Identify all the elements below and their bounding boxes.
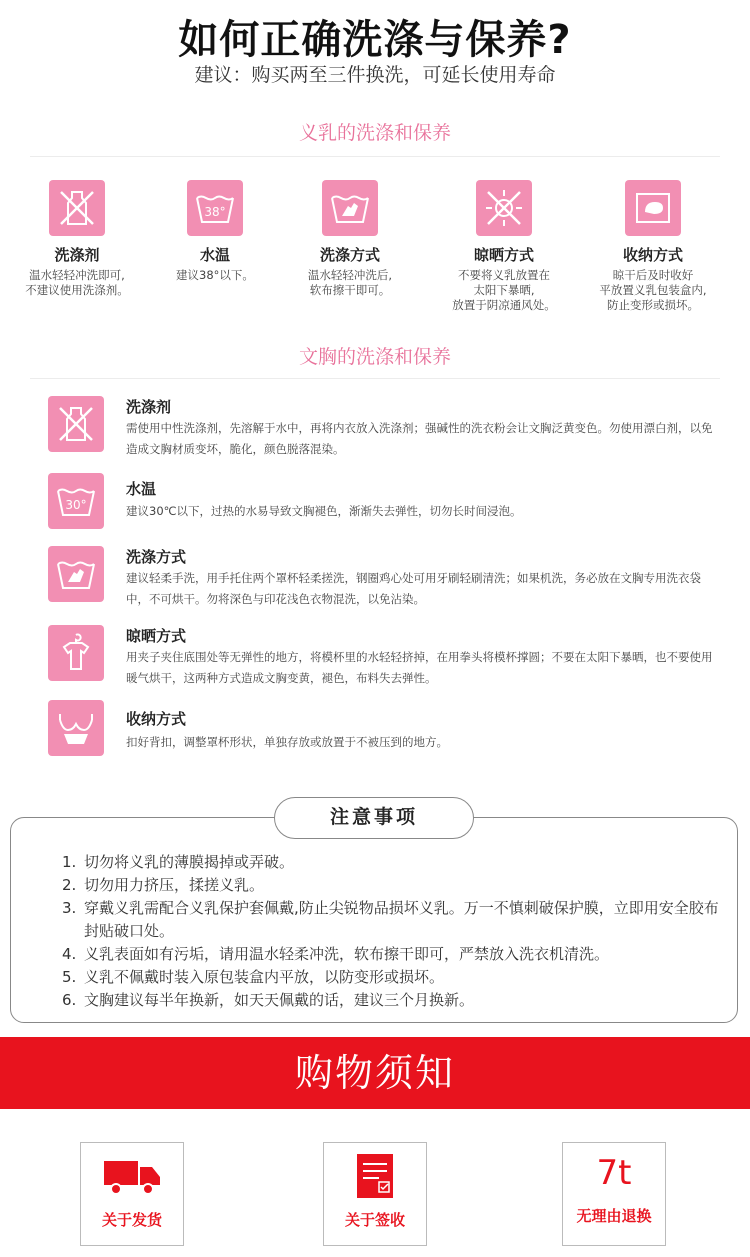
water-temp-38-icon: [187, 180, 243, 236]
item-desc: 温水轻轻冲洗后, 软布擦干即可。: [307, 268, 393, 297]
notice-num: 6.: [62, 991, 77, 1009]
notice-text: 义乳表面如有污垢，请用温水轻柔冲洗，软布擦干即可，严禁放入洗衣机清洗。: [84, 945, 610, 963]
row-name: 洗涤方式: [126, 548, 187, 566]
item-name: 晾晒方式: [473, 246, 534, 264]
notice-title: 注意事项: [274, 797, 474, 839]
prosthesis-item-wash-method: [275, 180, 425, 298]
row-name: 水温: [126, 480, 157, 498]
notice-item: [62, 966, 722, 989]
card-label: 关于签收: [344, 1211, 405, 1229]
item-desc: 晾干后及时收好 平放置义乳包装盒内, 防止变形或损坏。: [599, 268, 707, 312]
prosthesis-section-title: 义乳的洗涤和保养: [298, 122, 451, 144]
seven-day-return-icon: 7t: [596, 1153, 632, 1193]
section-divider: [30, 156, 720, 157]
notice-list: [62, 851, 722, 1012]
row-desc: 扣好背扣，调整罩杯形状，单独存放或放置于不被压到的地方。: [126, 735, 448, 749]
row-name: 洗涤剂: [126, 398, 172, 416]
notice-text: 穿戴义乳需配合义乳保护套佩戴,防止尖锐物品损坏义乳。万一不慎刺破保护膜，立即用安全胶布封贴破口处。: [84, 899, 719, 940]
temp-label: 30°: [65, 498, 87, 512]
section-divider: [30, 378, 720, 379]
notice-num: 1.: [62, 853, 77, 871]
water-temp-30-icon: [48, 473, 104, 529]
no-bleach-icon: [48, 396, 104, 452]
delivery-truck-icon: [81, 1143, 183, 1207]
notice-text: 文胸建议每半年换新，如天天佩戴的话，建议三个月换新。: [84, 991, 475, 1009]
hand-wash-icon: [48, 546, 104, 602]
item-name: 洗涤剂: [54, 246, 100, 264]
signed-document-icon: [324, 1143, 426, 1207]
item-desc: 温水轻轻冲洗即可, 不建议使用洗涤剂。: [25, 268, 129, 297]
notice-num: 2.: [62, 876, 77, 894]
prosthesis-item-detergent: [2, 180, 152, 298]
row-desc: 建议轻柔手洗，用手托住两个罩杯轻柔搓洗，钢圈鸡心处可用牙刷轻刷清洗；如果机洗，务必放在文胸专用洗衣袋中，不可烘干。勿将深色与印花浅色衣物混洗，以免沾染。: [126, 571, 701, 606]
notice-text: 切勿将义乳的薄膜揭掉或弄破。: [84, 853, 295, 871]
no-sun-icon: [476, 180, 532, 236]
notice-num: 5.: [62, 968, 77, 986]
notice-item: [62, 874, 722, 897]
notice-text: 切勿用力挤压，揉搓义乳。: [84, 876, 265, 894]
notice-num: 4.: [62, 945, 77, 963]
page-subtitle: 建议：购买两至三件换洗，可延长使用寿命: [194, 64, 556, 86]
hand-wash-icon: [322, 180, 378, 236]
row-name: 晾晒方式: [126, 627, 187, 645]
item-name: 水温: [199, 246, 230, 264]
prosthesis-item-water-temp: [140, 180, 290, 283]
row-desc: 需使用中性洗涤剂，先溶解于水中，再将内衣放入洗涤剂；强碱性的洗衣粉会让文胸泛黄变色。勿使用漂白剂，以免造成文胸材质变坏，脆化，颜色脱落混染。: [126, 421, 713, 456]
bra-section-title: 文胸的洗涤和保养: [298, 346, 451, 368]
notice-item: [62, 989, 722, 1012]
card-label: 无理由退换: [576, 1207, 652, 1225]
notice-item: [62, 851, 722, 874]
card-return[interactable]: [562, 1142, 666, 1246]
bra-icon: [48, 700, 104, 756]
prosthesis-item-storage: [578, 180, 728, 313]
prosthesis-item-drying: [429, 180, 579, 313]
row-name: 收纳方式: [126, 710, 187, 728]
notice-item: [62, 897, 722, 943]
card-signing[interactable]: [323, 1142, 427, 1246]
card-label: 关于发货: [101, 1211, 162, 1229]
shopping-banner: 购物须知: [0, 1037, 750, 1109]
row-desc: 用夹子夹住底围处等无弹性的地方，将模杯里的水轻轻挤掉，在用拳头将模杯撑圆；不要在太阳下暴晒，也不要使用暖气烘干，这两种方式造成文胸变黄，褪色，布料失去弹性。: [126, 650, 713, 685]
notice-num: 3.: [62, 899, 77, 917]
notice-text: 义乳不佩戴时装入原包装盒内平放，以防变形或损坏。: [84, 968, 445, 986]
item-name: 收纳方式: [622, 246, 683, 264]
item-desc: 建议38°以下。: [176, 268, 254, 282]
no-detergent-icon: [49, 180, 105, 236]
hanger-shirt-icon: [48, 625, 104, 681]
temp-label: 38°: [204, 205, 226, 219]
item-desc: 不要将义乳放置在 太阳下暴晒, 放置于阴凉通风处。: [452, 268, 556, 312]
row-desc: 建议30℃以下，过热的水易导致文胸褪色，渐渐失去弹性，切勿长时间浸泡。: [126, 504, 522, 518]
storage-box-icon: [625, 180, 681, 236]
notice-item: [62, 943, 722, 966]
card-delivery[interactable]: [80, 1142, 184, 1246]
page-title: 如何正确洗涤与保养?: [178, 17, 572, 63]
item-name: 洗涤方式: [319, 246, 380, 264]
